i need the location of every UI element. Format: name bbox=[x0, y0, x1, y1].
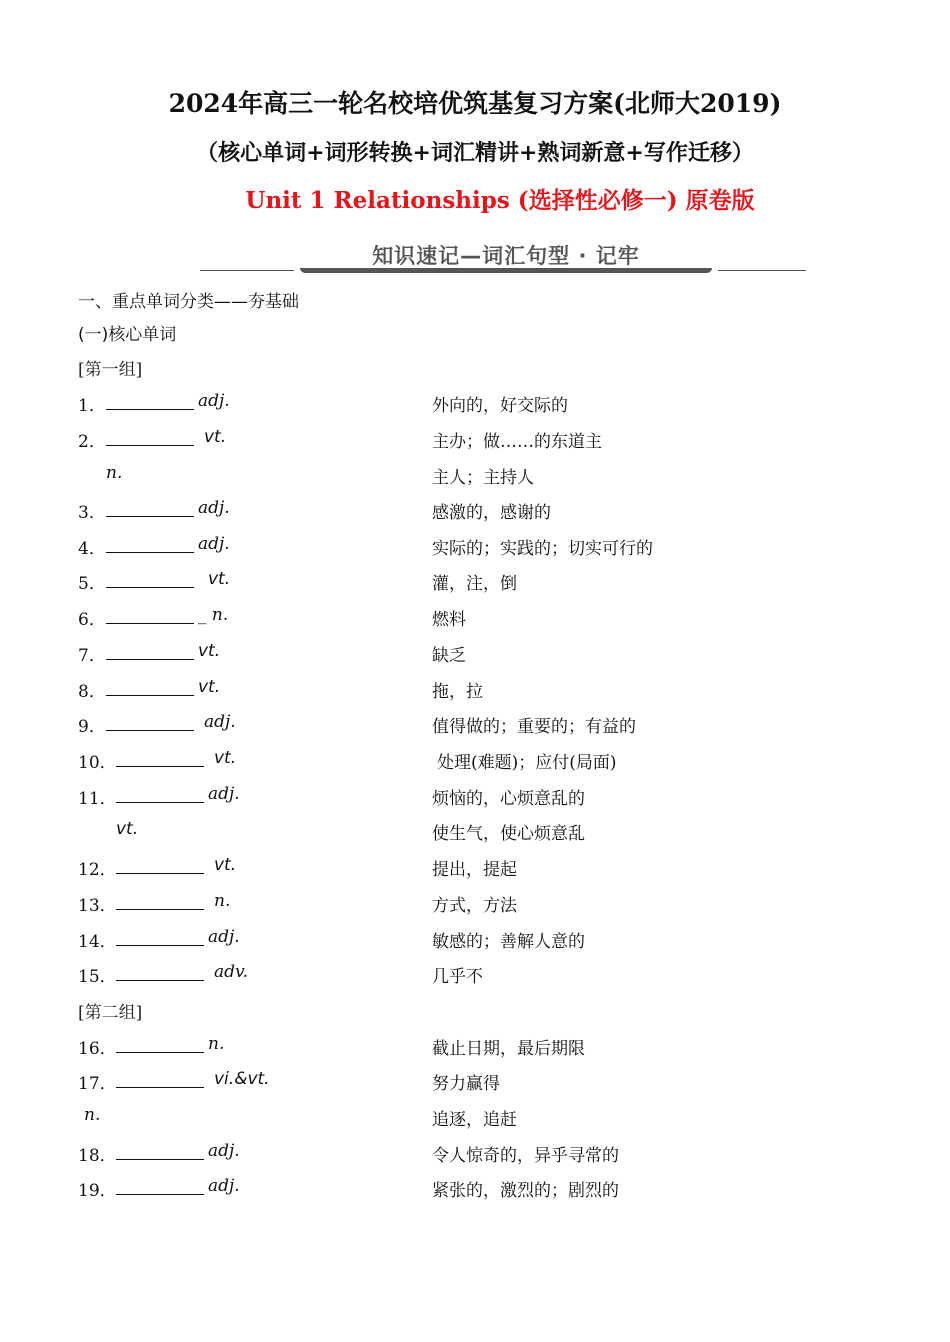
answer-blank[interactable] bbox=[116, 1176, 204, 1195]
answer-blank[interactable] bbox=[116, 1069, 204, 1088]
word-row bbox=[0, 748, 950, 778]
part-of-speech: adj. bbox=[208, 1141, 240, 1161]
section-banner bbox=[200, 238, 806, 280]
document-subtitle: （核心单词+词形转换+词汇精讲+熟词新意+写作迁移） bbox=[196, 140, 754, 166]
answer-blank[interactable] bbox=[116, 784, 204, 803]
section-heading: 一、重点单词分类——夯基础 bbox=[78, 292, 299, 312]
answer-blank[interactable] bbox=[106, 534, 194, 553]
part-of-speech: vt. bbox=[116, 819, 139, 839]
word-row bbox=[0, 712, 950, 742]
word-number: 11． bbox=[78, 789, 117, 809]
banner-bar bbox=[300, 268, 712, 273]
answer-blank[interactable] bbox=[106, 641, 194, 660]
part-of-speech: adj. bbox=[198, 391, 230, 411]
answer-blank[interactable] bbox=[116, 927, 204, 946]
unit-title: Unit 1 Relationships (选择性必修一) 原卷版 bbox=[245, 187, 755, 214]
part-of-speech: adj. bbox=[198, 534, 230, 554]
word-meaning: 主人；主持人 bbox=[432, 468, 534, 488]
word-number: 18． bbox=[78, 1146, 117, 1166]
word-meaning: 敏感的；善解人意的 bbox=[432, 932, 585, 952]
word-row bbox=[0, 1105, 950, 1135]
answer-blank[interactable] bbox=[106, 605, 194, 624]
part-of-speech: vt. bbox=[208, 569, 231, 589]
word-row bbox=[0, 927, 950, 957]
word-number: 15． bbox=[78, 967, 117, 987]
part-of-speech: adj. bbox=[208, 1176, 240, 1196]
word-row bbox=[0, 819, 950, 849]
word-row bbox=[0, 569, 950, 599]
word-meaning: 燃料 bbox=[432, 610, 466, 630]
word-number: 13． bbox=[78, 896, 117, 916]
banner-text: 知识速记—词汇句型 · 记牢 bbox=[372, 244, 640, 268]
word-meaning: 主办；做……的东道主 bbox=[432, 432, 602, 452]
word-row bbox=[0, 534, 950, 564]
word-row bbox=[0, 498, 950, 528]
part-of-speech: adj. bbox=[208, 784, 240, 804]
word-meaning: 紧张的，激烈的；剧烈的 bbox=[432, 1181, 619, 1201]
word-row bbox=[0, 677, 950, 707]
answer-blank[interactable] bbox=[106, 677, 194, 696]
part-of-speech: n. bbox=[208, 1034, 225, 1054]
word-number: 19． bbox=[78, 1181, 117, 1201]
word-meaning: 几乎不 bbox=[432, 967, 483, 987]
word-meaning: 令人惊奇的，异乎寻常的 bbox=[432, 1146, 619, 1166]
answer-blank[interactable] bbox=[116, 855, 204, 874]
group-label-1: [第一组] bbox=[78, 360, 143, 380]
word-number: 8． bbox=[78, 682, 106, 702]
word-meaning: 拖，拉 bbox=[432, 682, 483, 702]
word-meaning: 截止日期，最后期限 bbox=[432, 1039, 585, 1059]
word-number: 10． bbox=[78, 753, 117, 773]
word-number: 16． bbox=[78, 1039, 117, 1059]
word-row bbox=[0, 1069, 950, 1099]
banner-line-left bbox=[200, 270, 294, 271]
group-label-2: [第二组] bbox=[78, 1003, 143, 1023]
word-row bbox=[0, 427, 950, 457]
part-of-speech: n. bbox=[214, 891, 231, 911]
answer-blank[interactable] bbox=[116, 1034, 204, 1053]
part-of-speech: vt. bbox=[198, 677, 221, 697]
word-meaning: 追逐，追赶 bbox=[432, 1110, 517, 1130]
word-number: 17． bbox=[78, 1074, 117, 1094]
word-number: 3． bbox=[78, 503, 106, 523]
word-number: 6． bbox=[78, 610, 106, 630]
word-number: 5． bbox=[78, 574, 106, 594]
word-meaning: 外向的，好交际的 bbox=[432, 396, 568, 416]
word-meaning: 感激的，感谢的 bbox=[432, 503, 551, 523]
word-meaning: 实际的；实践的；切实可行的 bbox=[432, 539, 653, 559]
part-of-speech: vt. bbox=[198, 641, 221, 661]
part-of-speech: adj. bbox=[204, 712, 236, 732]
word-number: 4． bbox=[78, 539, 106, 559]
word-meaning: 处理(难题)；应付(局面) bbox=[437, 753, 617, 773]
answer-blank[interactable] bbox=[116, 962, 204, 981]
answer-blank[interactable] bbox=[106, 569, 194, 588]
word-number: 9． bbox=[78, 717, 106, 737]
banner-line-right bbox=[718, 270, 806, 271]
word-row bbox=[0, 605, 950, 635]
word-meaning: 使生气，使心烦意乱 bbox=[432, 824, 585, 844]
part-of-speech: adv. bbox=[214, 962, 249, 982]
word-meaning: 缺乏 bbox=[432, 646, 466, 666]
part-of-speech: n. bbox=[84, 1105, 101, 1125]
answer-blank[interactable] bbox=[116, 891, 204, 910]
word-row bbox=[0, 641, 950, 671]
answer-blank[interactable] bbox=[116, 748, 204, 767]
part-of-speech: vt. bbox=[214, 855, 237, 875]
word-meaning: 烦恼的，心烦意乱的 bbox=[432, 789, 585, 809]
answer-blank[interactable] bbox=[106, 427, 194, 446]
word-row bbox=[0, 962, 950, 992]
word-row bbox=[0, 784, 950, 814]
word-number: 7． bbox=[78, 646, 106, 666]
answer-blank[interactable] bbox=[116, 1141, 204, 1160]
word-number: 2． bbox=[78, 432, 106, 452]
word-meaning: 提出，提起 bbox=[432, 860, 517, 880]
answer-blank[interactable] bbox=[106, 391, 194, 410]
word-meaning: 方式，方法 bbox=[432, 896, 517, 916]
word-meaning: 值得做的；重要的；有益的 bbox=[432, 717, 636, 737]
word-meaning: 灌，注，倒 bbox=[432, 574, 517, 594]
part-of-speech: adj. bbox=[208, 927, 240, 947]
answer-blank[interactable] bbox=[106, 712, 194, 731]
part-of-speech: _ n. bbox=[198, 605, 229, 625]
word-number: 12． bbox=[78, 860, 117, 880]
word-row bbox=[0, 855, 950, 885]
word-row bbox=[0, 391, 950, 421]
word-row bbox=[0, 891, 950, 921]
answer-blank[interactable] bbox=[106, 498, 194, 517]
part-of-speech: n. bbox=[106, 463, 123, 483]
section-subheading: (一)核心单词 bbox=[78, 325, 177, 345]
word-row bbox=[0, 1034, 950, 1064]
word-number: 1． bbox=[78, 396, 106, 416]
part-of-speech: adj. bbox=[198, 498, 230, 518]
word-row bbox=[0, 463, 950, 493]
word-row bbox=[0, 1141, 950, 1171]
word-meaning: 努力赢得 bbox=[432, 1074, 500, 1094]
word-number: 14． bbox=[78, 932, 117, 952]
word-row bbox=[0, 1176, 950, 1206]
document-title: 2024年高三一轮名校培优筑基复习方案(北师大2019) bbox=[168, 89, 782, 118]
part-of-speech: vt. bbox=[214, 748, 237, 768]
part-of-speech: vi.&vt. bbox=[214, 1069, 270, 1089]
part-of-speech: vt. bbox=[204, 427, 227, 447]
